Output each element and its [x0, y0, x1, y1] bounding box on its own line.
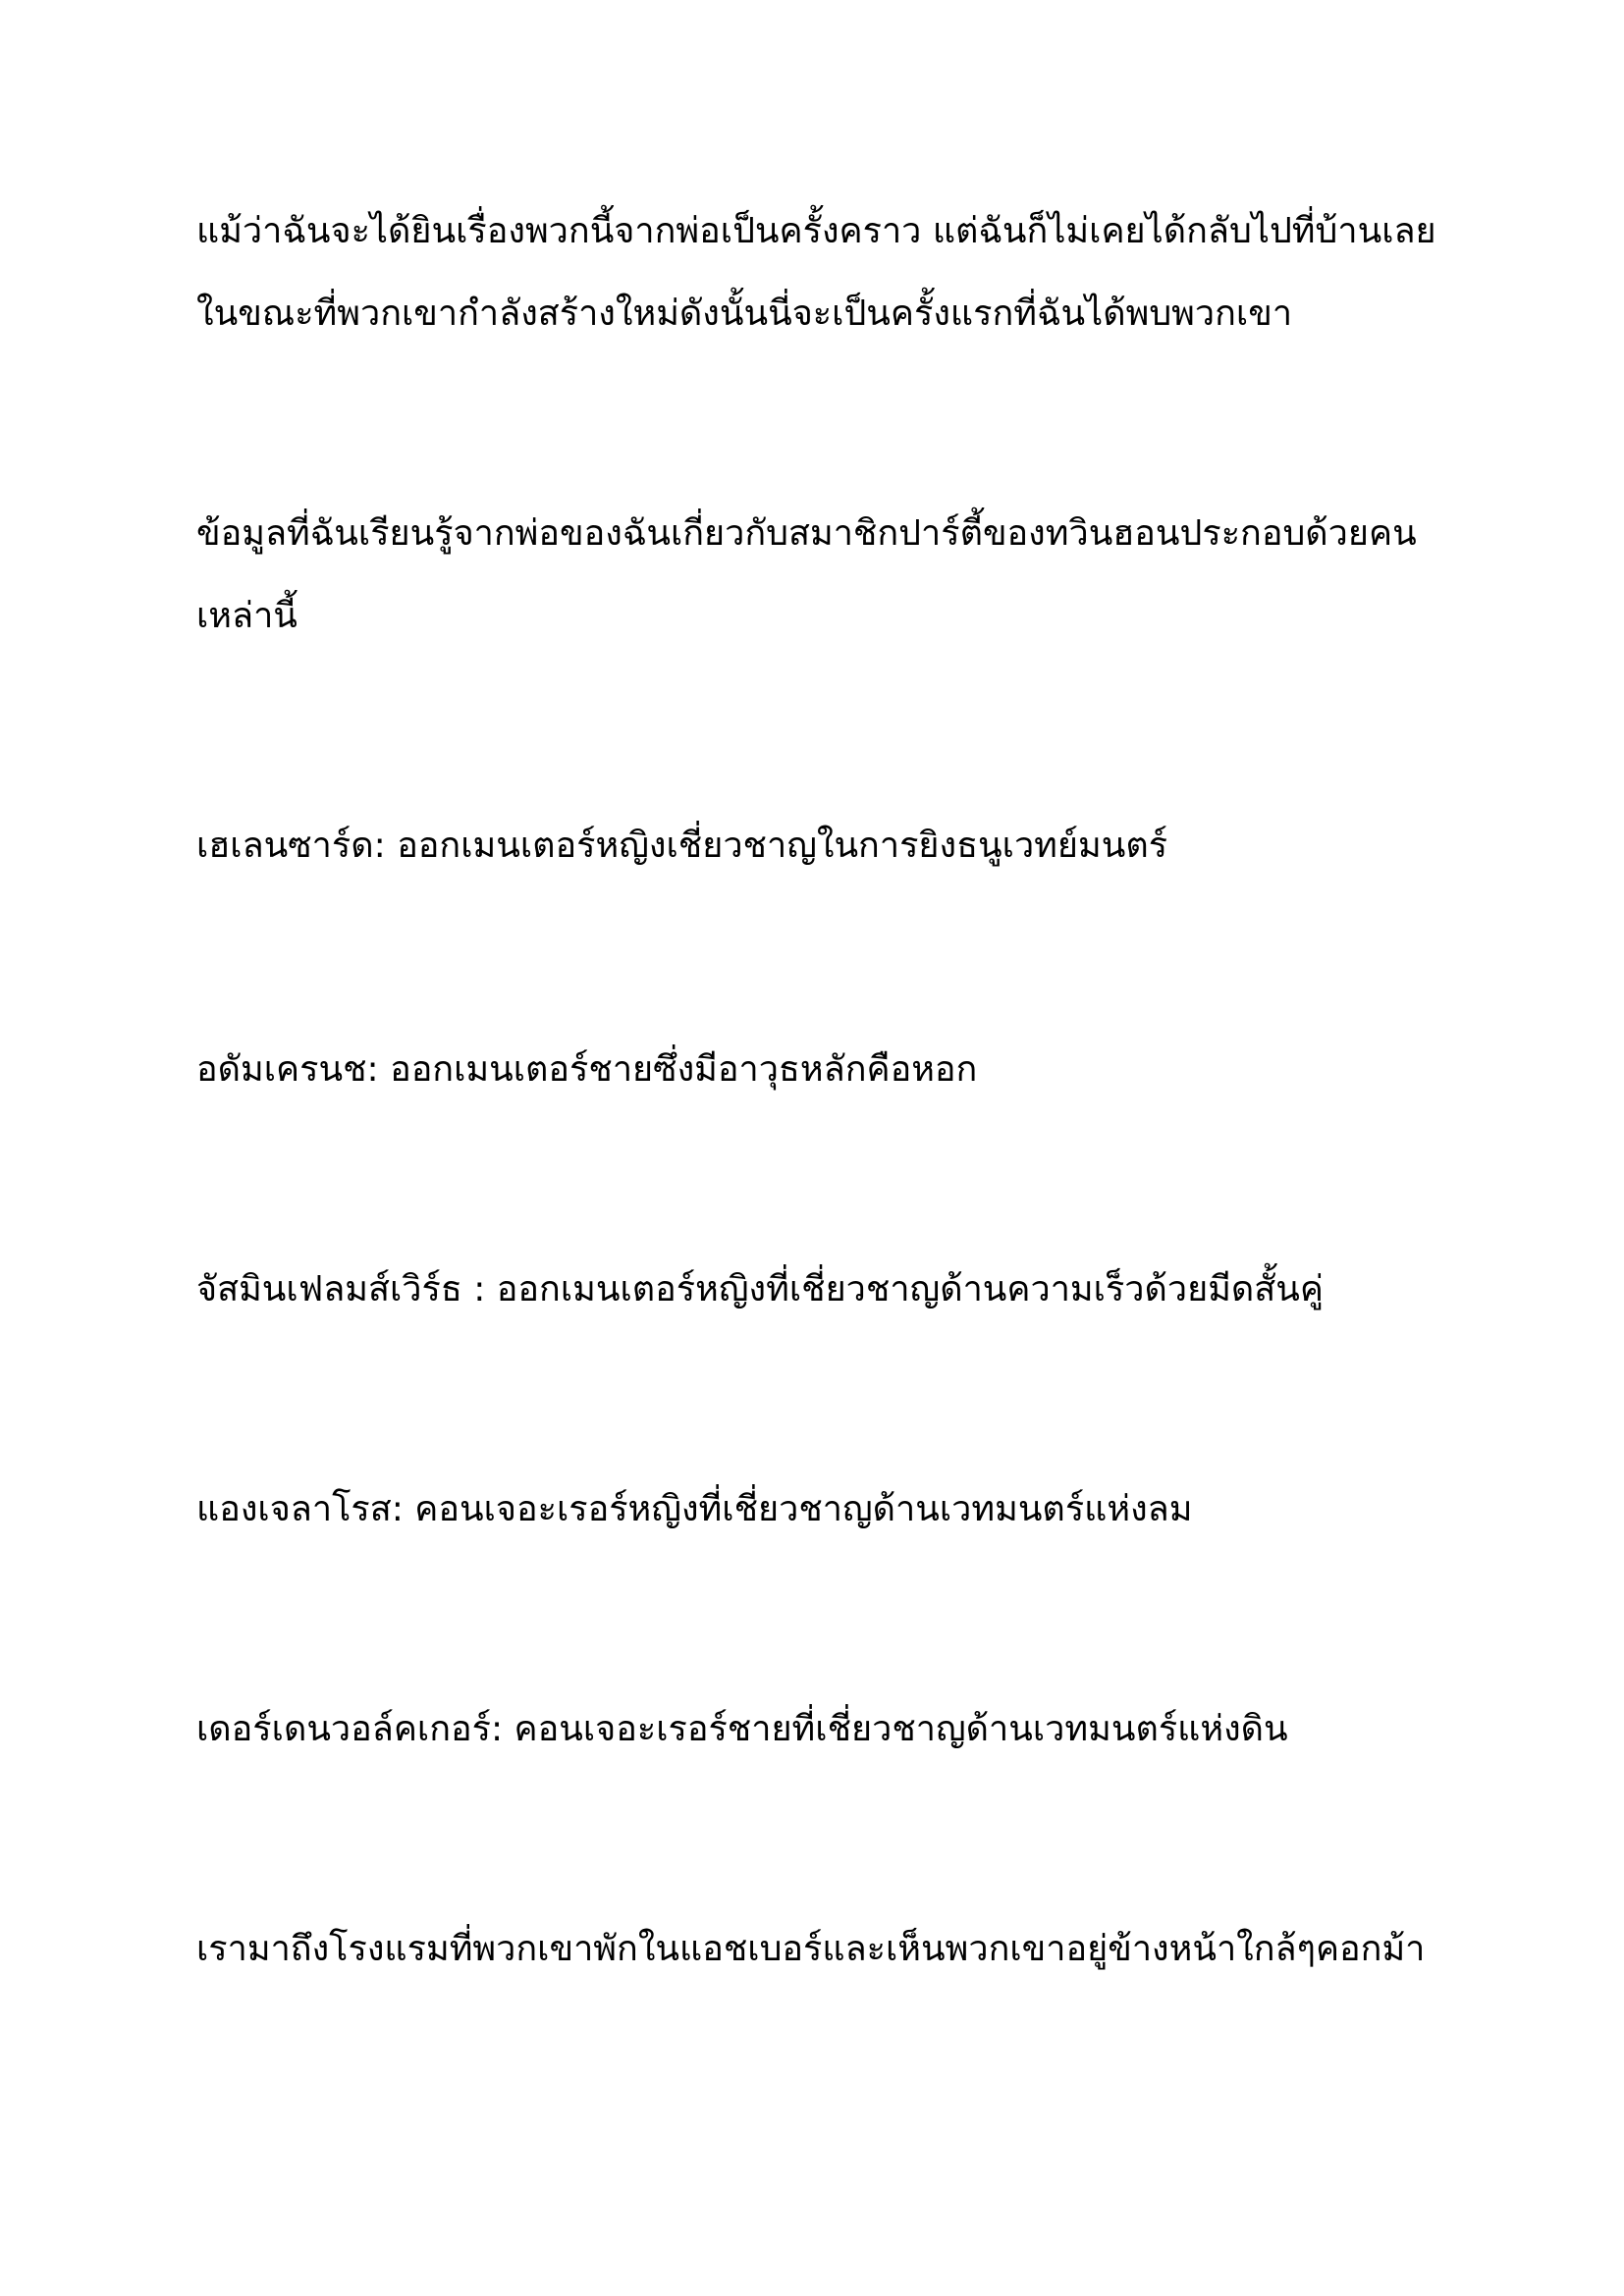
paragraph-member-jasmine [196, 1249, 1473, 1331]
text-line: จัสมินเฟลมส์เวิร์ธ : ออกเมนเตอร์หญิงที่เชี่ยวชาญด้านความเร็วด้วยมีดสั้นคู่ [196, 1269, 1324, 1309]
text-line: แองเจลาโรส: คอนเจอะเรอร์หญิงที่เชี่ยวชาญด้านเวทมนตร์แห่งลม [196, 1489, 1193, 1529]
paragraph-arrival [196, 1908, 1473, 1991]
text-line: ข้อมูลที่ฉันเรียนรู้จากพ่อของฉันเกี่ยวกับสมาชิกปาร์ตี้ของทวินฮอนประกอบด้วยคน [196, 513, 1417, 554]
text-line: เดอร์เดนวอล์คเกอร์: คอนเจอะเรอร์ชายที่เชี่ยวชาญด้านเวทมนตร์แห่งดิน [196, 1709, 1288, 1749]
text-line: เหล่านี้ [196, 596, 298, 636]
text-line: แม้ว่าฉันจะได้ยินเรื่องพวกนี้จากพ่อเป็นครั้งคราว แต่ฉันก็ไม่เคยได้กลับไปที่บ้านเลย [196, 211, 1436, 251]
paragraph-member-angela [196, 1468, 1473, 1551]
paragraph-member-durden [196, 1688, 1473, 1771]
text-line: ในขณะที่พวกเขากำลังสร้างใหม่ดังนั้นนี่จะเป็นครั้งแรกที่ฉันได้พบพวกเขา [196, 294, 1293, 334]
paragraph-party-info [196, 493, 1473, 658]
paragraph-intro [196, 190, 1473, 355]
text-line: เรามาถึงโรงแรมที่พวกเขาพักในแอชเบอร์และเห็นพวกเขาอยู่ข้างหน้าใกล้ๆคอกม้า [196, 1929, 1426, 1969]
paragraph-member-helen [196, 805, 1473, 887]
paragraph-member-adam [196, 1029, 1473, 1111]
text-line: อดัมเครนช: ออกเมนเตอร์ชายซึ่งมีอาวุธหลักคือหอก [196, 1049, 978, 1090]
text-line: เฮเลนซาร์ด: ออกเมนเตอร์หญิงเชี่ยวชาญในการยิงธนูเวทย์มนตร์ [196, 826, 1168, 866]
